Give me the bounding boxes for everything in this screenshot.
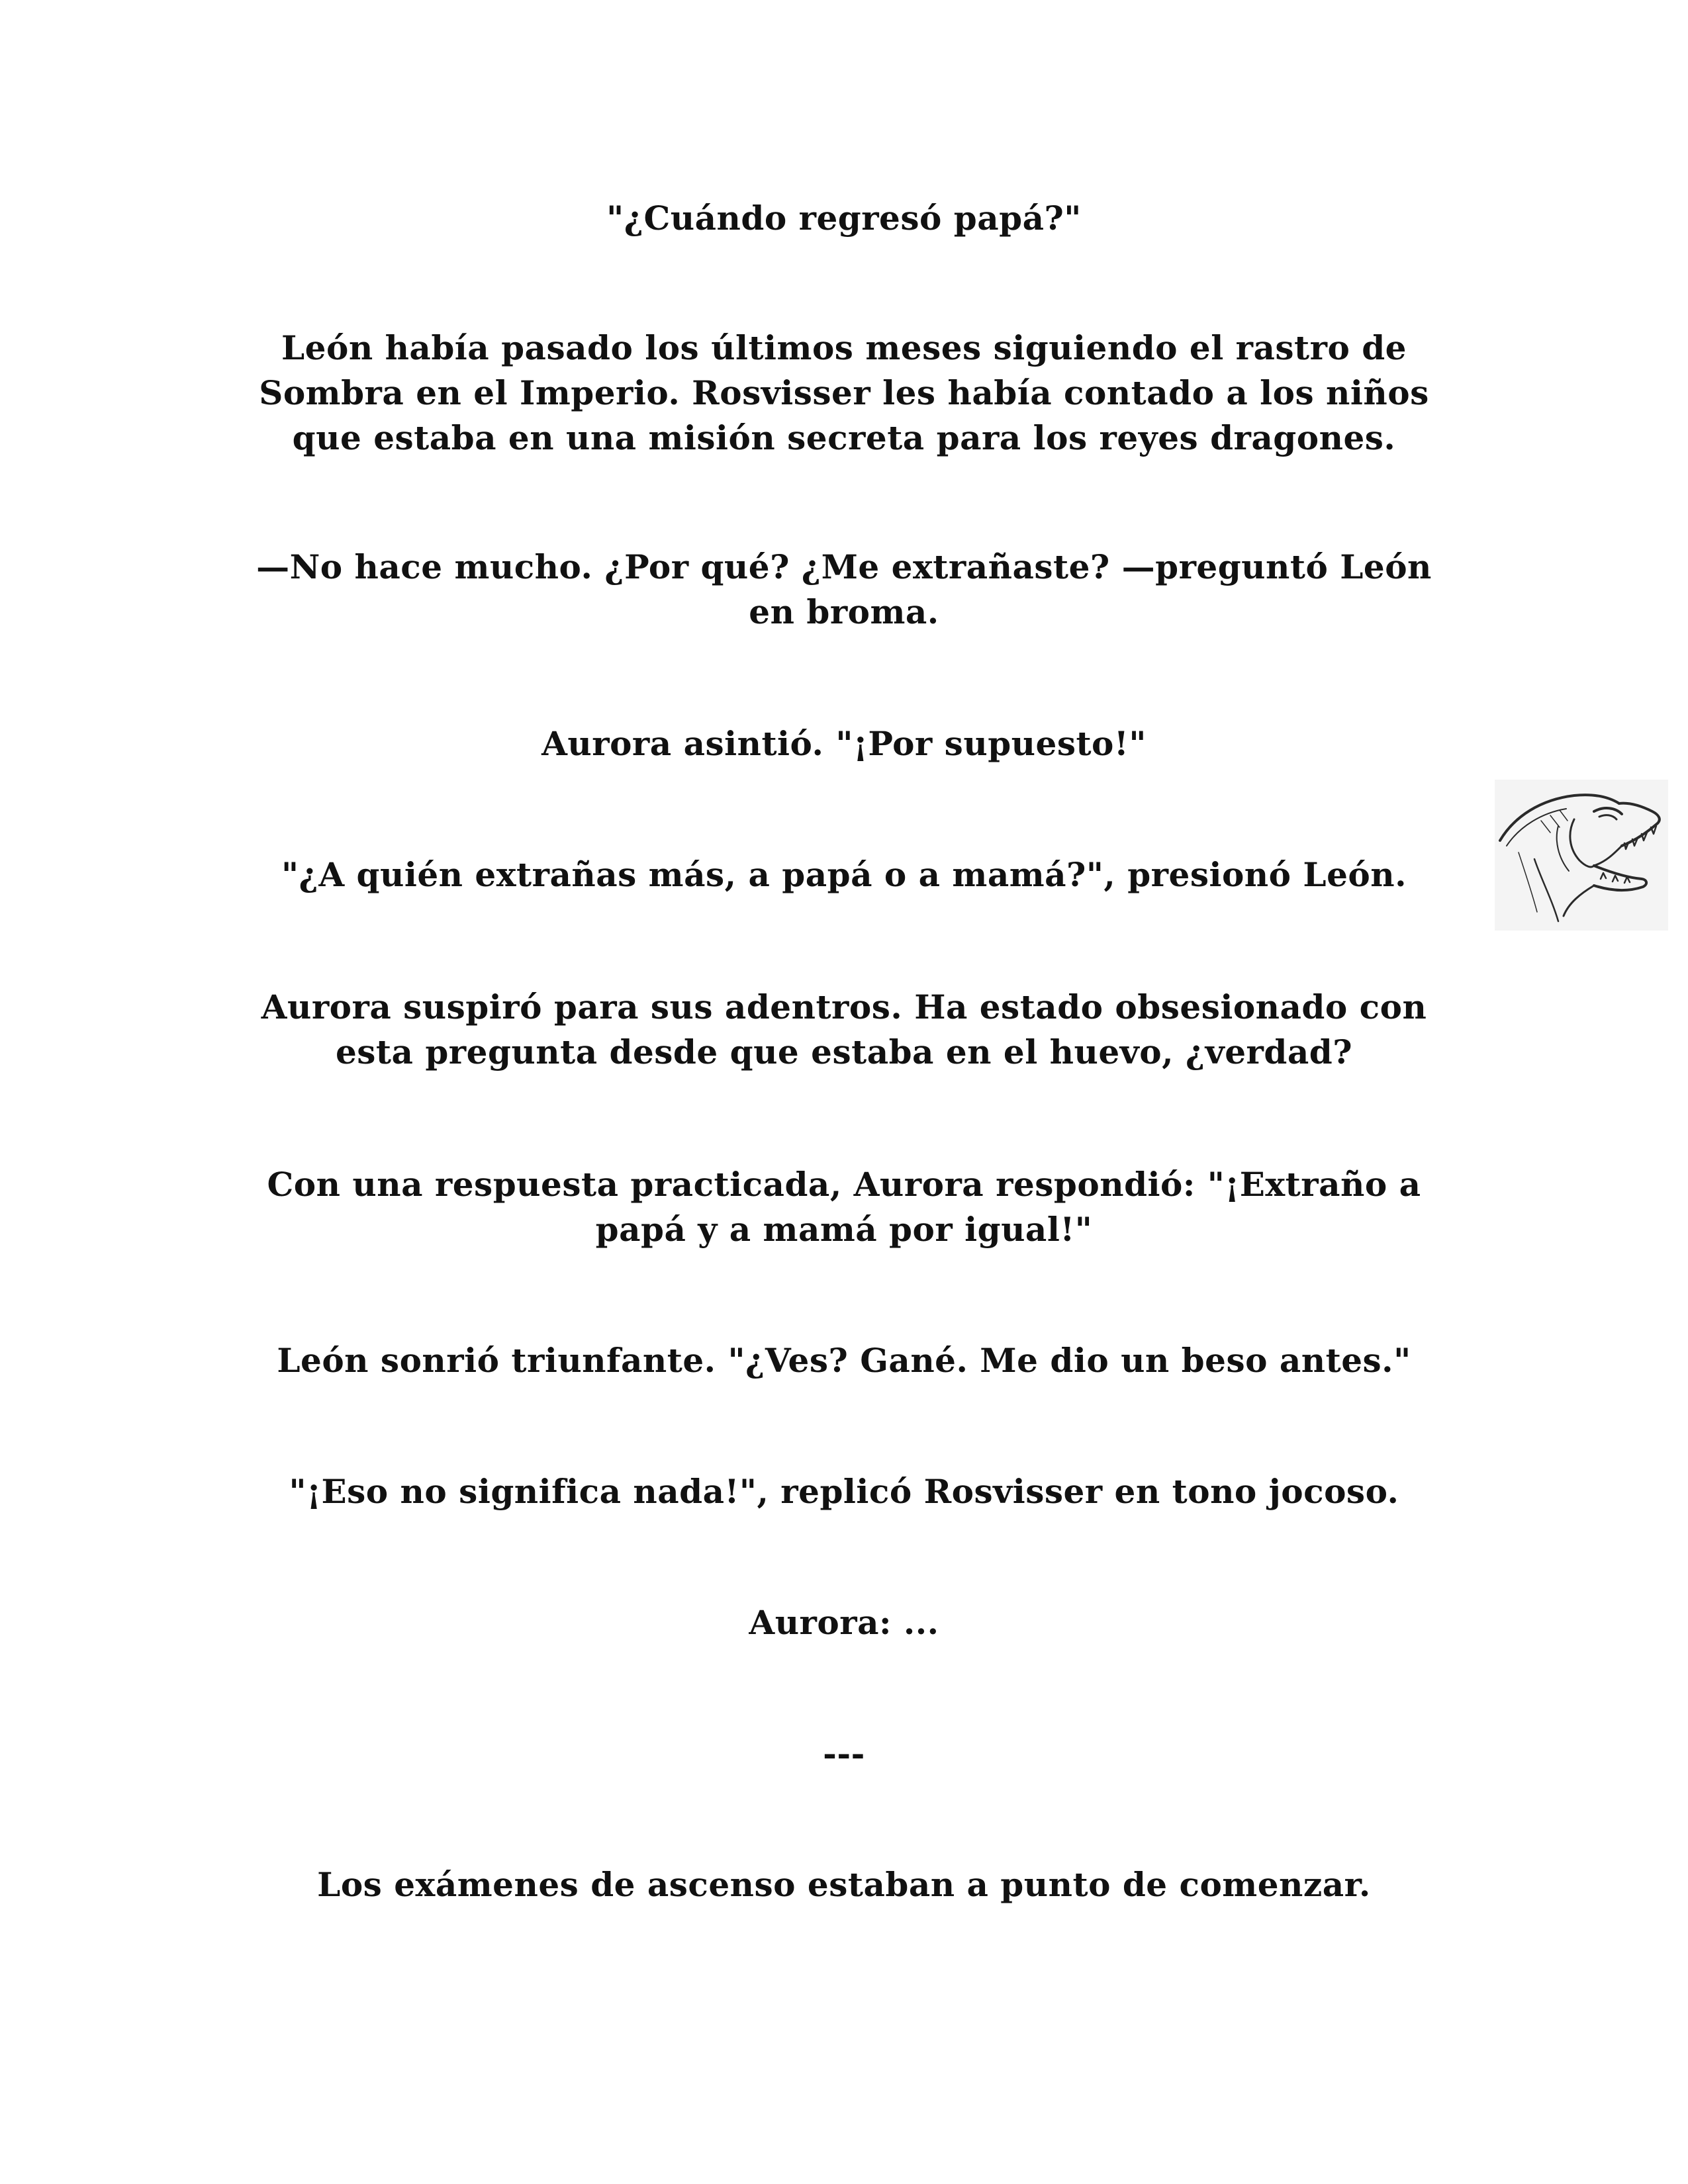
paragraph-1: "¿Cuándo regresó papá?" xyxy=(606,199,1082,238)
paragraph-9: "¡Eso no significa nada!", replicó Rosvisser en tono jocoso. xyxy=(289,1472,1399,1511)
paragraph-4: Aurora asintió. "¡Por supuesto!" xyxy=(541,724,1147,763)
paragraph-3: —No hace mucho. ¿Por qué? ¿Me extrañaste? —preguntó León en broma. xyxy=(256,547,1432,631)
paragraph-7: Con una respuesta practicada, Aurora respondió: "¡Extraño a papá y a mamá por igual!" xyxy=(267,1165,1421,1249)
paragraph-5: "¿A quién extrañas más, a papá o a mamá?", presionó León. xyxy=(281,855,1407,894)
paragraph-2: León había pasado los últimos meses siguiendo el rastro de Sombra en el Imperio. Rosvisser les había contado a los niños que estaba en una misión secreta para los reyes dragones. xyxy=(259,328,1429,457)
paragraph-11: Los exámenes de ascenso estaban a punto de comenzar. xyxy=(317,1865,1371,1904)
paragraph-10: Aurora: ... xyxy=(749,1603,939,1642)
paragraph-8: León sonrió triunfante. "¿Ves? Gané. Me dio un beso antes." xyxy=(277,1341,1411,1380)
paragraph-6: Aurora suspiró para sus adentros. Ha estado obsesionado con esta pregunta desde que estaba en el huevo, ¿verdad? xyxy=(261,987,1427,1071)
scene-break: --- xyxy=(823,1734,865,1773)
dragon-head-sketch-icon xyxy=(1495,780,1668,931)
